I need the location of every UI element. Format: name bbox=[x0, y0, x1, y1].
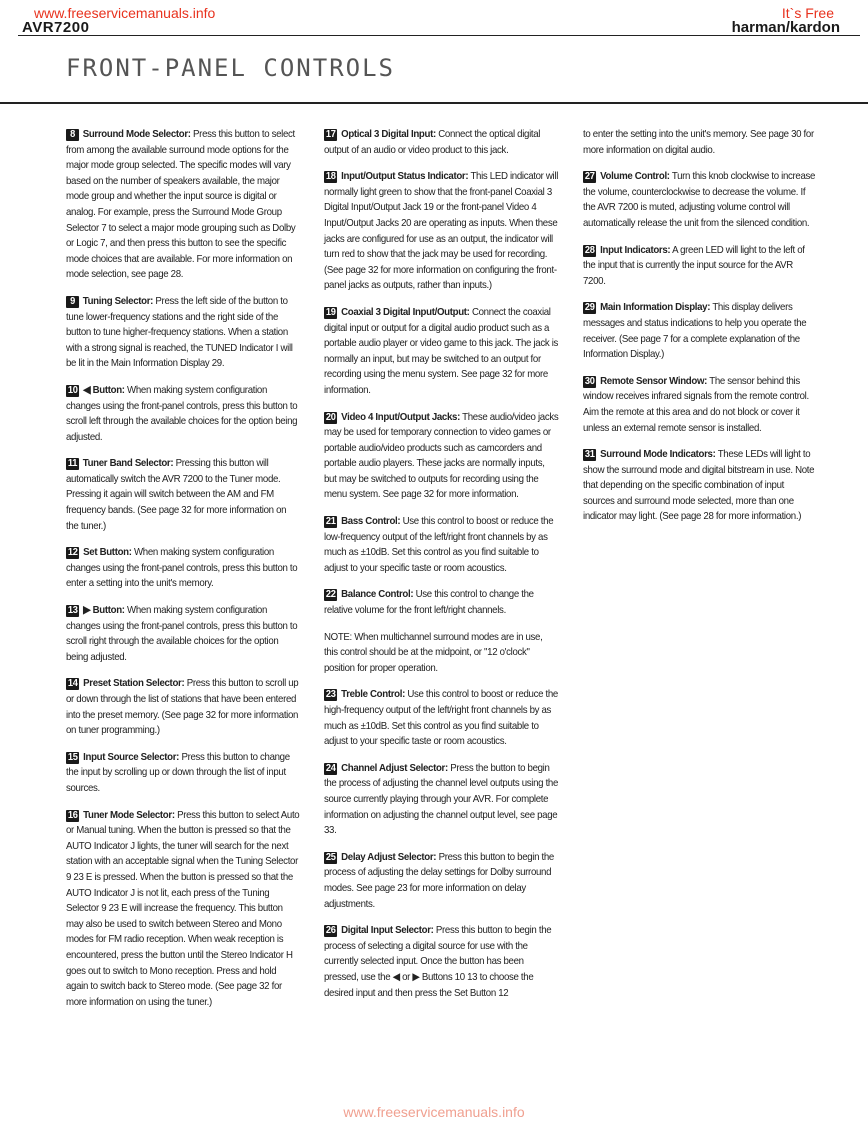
control-text: Press this button to change the input by scrolling up or down through the list of input sources. bbox=[66, 751, 290, 794]
control-name: Optical 3 Digital Input: bbox=[341, 129, 436, 140]
control-description bbox=[66, 808, 300, 1011]
callout-number: 20 bbox=[325, 411, 336, 423]
control-name: Coaxial 3 Digital Input/Output: bbox=[341, 306, 470, 318]
callout-number: 30 bbox=[584, 375, 595, 387]
control-name: Surround Mode Selector: bbox=[82, 129, 191, 140]
callout-number: 15 bbox=[67, 751, 78, 763]
control-name: Input Indicators: bbox=[600, 244, 671, 256]
callout-number: 19 bbox=[325, 306, 336, 318]
callout-number: 27 bbox=[584, 171, 595, 183]
control-text: Pressing this button will automatically switch the AVR 7200 to the Tuner mode. Pressing it again will switch between the AM and FM frequency bands. (See page 32 for more information on the tuner.) bbox=[66, 458, 287, 532]
page-title: FRONT-PANEL CONTROLS bbox=[66, 54, 395, 82]
control-description bbox=[324, 410, 558, 504]
control-text: A green LED will light to the left of the input that is currently the input source for the AVR 7200. bbox=[583, 244, 805, 287]
callout-number: 23 bbox=[325, 689, 336, 701]
control-name: ◀ Button: bbox=[83, 384, 125, 396]
control-description bbox=[66, 127, 300, 283]
control-text: Press this button to begin the process of adjusting the delay settings for Dolby surround modes. See page 23 for more information on delay adjustments. bbox=[324, 851, 554, 910]
control-name: Preset Station Selector: bbox=[83, 678, 185, 690]
callout-number: 18 bbox=[325, 171, 336, 183]
callout-number: 12 bbox=[67, 547, 78, 559]
callout-number: 26 bbox=[325, 925, 336, 937]
control-description bbox=[66, 676, 300, 738]
control-name: Video 4 Input/Output Jacks: bbox=[341, 411, 460, 423]
control-description bbox=[66, 545, 300, 592]
control-name: Digital Input Selector: bbox=[341, 925, 434, 937]
callout-number: 16 bbox=[67, 809, 78, 821]
control-description bbox=[66, 750, 300, 797]
watermark-top-left: www.freeservicemanuals.info bbox=[34, 5, 216, 21]
control-description bbox=[66, 603, 300, 665]
control-name: Channel Adjust Selector: bbox=[341, 762, 448, 774]
control-name: Input Source Selector: bbox=[83, 751, 180, 763]
callout-number: 22 bbox=[325, 589, 336, 601]
control-name: Bass Control: bbox=[341, 516, 401, 528]
control-name: Balance Control: bbox=[341, 589, 414, 601]
callout-number: 24 bbox=[325, 762, 336, 774]
control-text: These LEDs will light to show the surround mode and digital bitstream in use. Note that depending on the specific combination of input sources and surround mode selected, more than one indicator may light. (See page 28 for more information.) bbox=[583, 449, 815, 523]
title-rule bbox=[0, 102, 868, 104]
callout-number: 8 bbox=[66, 129, 79, 141]
brand-name: harman/kardon bbox=[731, 19, 840, 36]
watermark-bottom: www.freeservicemanuals.info bbox=[343, 1104, 525, 1120]
callout-number: 14 bbox=[67, 678, 78, 690]
control-text: When making system configuration changes using the front-panel controls, press this button to scroll right through the available choices for the option being adjusted. bbox=[66, 605, 298, 663]
control-description bbox=[324, 850, 558, 912]
callout-number: 31 bbox=[584, 449, 595, 461]
control-text: Use this control to change the relative volume for the front left/right channels. bbox=[324, 589, 534, 617]
control-name: Remote Sensor Window: bbox=[600, 375, 708, 387]
control-description bbox=[324, 923, 558, 1001]
control-description bbox=[324, 169, 558, 294]
control-description bbox=[66, 456, 300, 534]
control-name: Surround Mode Indicators: bbox=[600, 449, 716, 461]
callout-number: 28 bbox=[584, 244, 595, 256]
control-text: This display delivers messages and status indications to help you operate the receiver. (See page 7 for a complete explanation of the Information Display.) bbox=[583, 302, 807, 361]
callout-number: 25 bbox=[325, 851, 336, 863]
control-text: Press this button to select Auto or Manual tuning. When the button is pressed so that the AUTO Indicator J lights, the tuner will search for the next station with an acceptable signal when the Tuning Selector 9 23 E is pressed. When the button is pressed so that the AUTO Indicator J is not lit, each press of the Tuning Selector 9 23 E will increase the frequency. This button may also be used to switch between Stereo and Mono modes for FM radio reception. When weak reception is encountered, press the button until the Stereo Indicator H goes out to switch to Mono reception. Press and hold again to switch back to Stereo mode. (See page 32 for more information on using the tuner.) bbox=[66, 809, 300, 1008]
column-3 bbox=[583, 127, 817, 536]
model-name: AVR7200 bbox=[22, 19, 90, 36]
callout-number: 9 bbox=[66, 296, 79, 308]
control-text: Use this control to boost or reduce the low-frequency output of the left/right front channels by as much as ±10dB. Set this control as you find suitable to adjust to your specific taste or room acoustics. bbox=[324, 516, 554, 574]
control-text: Connect the optical digital output of an audio or video product to this jack. bbox=[324, 129, 541, 156]
control-description bbox=[583, 447, 817, 525]
control-text: to enter the setting into the unit's memory. See page 30 for more information on digital audio. bbox=[583, 129, 814, 156]
control-text: These audio/video jacks may be used for temporary connection to video games or portable audio/video products such as camcorders and portable audio players. These jacks are normally inputs, but may be switched to outputs for recording using the menu system. See page 32 for more information. bbox=[324, 411, 559, 501]
control-name: Treble Control: bbox=[341, 689, 405, 701]
control-description bbox=[324, 761, 558, 839]
control-description bbox=[324, 305, 558, 399]
control-name: Set Button: bbox=[83, 547, 132, 559]
control-description bbox=[324, 587, 558, 618]
control-name: Delay Adjust Selector: bbox=[341, 851, 437, 863]
control-description bbox=[66, 383, 300, 445]
callout-number: 11 bbox=[67, 458, 78, 470]
column-1 bbox=[66, 127, 300, 1021]
watermark-top-right: It`s Free bbox=[781, 5, 834, 21]
callout-number: 21 bbox=[325, 516, 336, 528]
control-text: Press the left side of the button to tune lower-frequency stations and the right side of the button to tune higher-frequency stations. When a station with a strong signal is reached, the TUNED Indicator I will be lit in the Main Information Display 29. bbox=[66, 295, 293, 370]
control-description bbox=[583, 169, 817, 231]
control-text: Turn this knob clockwise to increase the volume, counterclockwise to decrease the volume. If the AVR 7200 is muted, adjusting volume control will automatically release the unit from the silenced condition. bbox=[583, 171, 816, 229]
control-text: Connect the coaxial digital input or output for a digital audio product such as a portable audio player or video game to this jack. The jack is normally an input, but may be switched to an output for recording using the menu system. See page 32 for more information. bbox=[324, 306, 559, 396]
control-name: Volume Control: bbox=[600, 171, 670, 183]
control-text: This LED indicator will normally light green to show that the front-panel Coaxial 3 Digital Input/Output Jack 19 or the front-panel Video 4 Input/Output Jacks 20 are operating as inputs. When these jacks are configured for use as an output, the indicator will turn red to show that the jack may be used for recording. (See page 32 for more information on configuring the front-panel jacks as outputs, rather than inputs.) bbox=[324, 171, 559, 292]
control-name: Tuner Band Selector: bbox=[82, 458, 174, 470]
control-text: Press this button to select from among the available surround mode options for the major mode group selected. The specific modes will vary based on the number of speakers available, the major mode group and whether the input source is digital or analog. For example, press the Surround Mode Group Selector 7 to select a major mode grouping such as Dolby or Logic 7, and then press this button to see the specific mode choices that are available. For more information on mode selection, see page 28. bbox=[66, 129, 296, 281]
control-description bbox=[583, 374, 817, 436]
header-divider bbox=[18, 35, 860, 36]
control-description bbox=[583, 300, 817, 362]
control-text: Press the button to begin the process of adjusting the channel level outputs using the source currently playing through your AVR. For complete information on adjusting the channel output level, see page 33. bbox=[324, 762, 559, 837]
control-description bbox=[324, 514, 558, 576]
control-description bbox=[583, 243, 817, 290]
control-text: Press this button to scroll up or down through the list of stations that have been entered into the preset memory. (See page 32 for more information on tuner programming.) bbox=[66, 678, 299, 737]
control-description bbox=[583, 127, 817, 158]
control-description bbox=[324, 127, 558, 158]
control-name: Main Information Display: bbox=[600, 302, 711, 314]
control-description bbox=[66, 294, 300, 372]
control-description bbox=[324, 630, 558, 677]
control-text: Use this control to boost or reduce the high-frequency output of the left/right front channels by as much as ±10dB. Set this control as you find suitable to adjust to your specific taste or room acoustics. bbox=[324, 689, 558, 748]
control-text: When making system configuration changes using the front-panel controls, press this button to enter a setting into the unit's memory. bbox=[66, 547, 298, 590]
column-2 bbox=[324, 127, 558, 1012]
callout-number: 29 bbox=[584, 302, 595, 314]
callout-number: 10 bbox=[67, 384, 78, 396]
control-name: Input/Output Status Indicator: bbox=[341, 171, 469, 183]
control-description bbox=[324, 687, 558, 749]
control-name: ▶ Button: bbox=[83, 605, 125, 617]
callout-number: 17 bbox=[325, 129, 336, 140]
control-text: When making system configuration changes using the front-panel controls, press this button to scroll left through the available choices for the option being adjusted. bbox=[66, 384, 298, 443]
control-text: Press this button to begin the process of selecting a digital source for use with the currently selected input. Once the button has been pressed, use the ◀ or ▶ Buttons 10 13 to choose the desired input and then press the Set Button 12 bbox=[324, 925, 552, 999]
control-text: NOTE: When multichannel surround modes are in use, this control should be at the midpoint, or "12 o'clock" position for proper operation. bbox=[324, 631, 543, 674]
control-name: Tuning Selector: bbox=[82, 295, 154, 307]
control-text: The sensor behind this window receives infrared signals from the remote control. Aim the remote at this area and do not block or cover it unless an external remote sensor is installed. bbox=[583, 375, 809, 434]
control-name: Tuner Mode Selector: bbox=[83, 809, 175, 821]
callout-number: 13 bbox=[67, 605, 78, 617]
